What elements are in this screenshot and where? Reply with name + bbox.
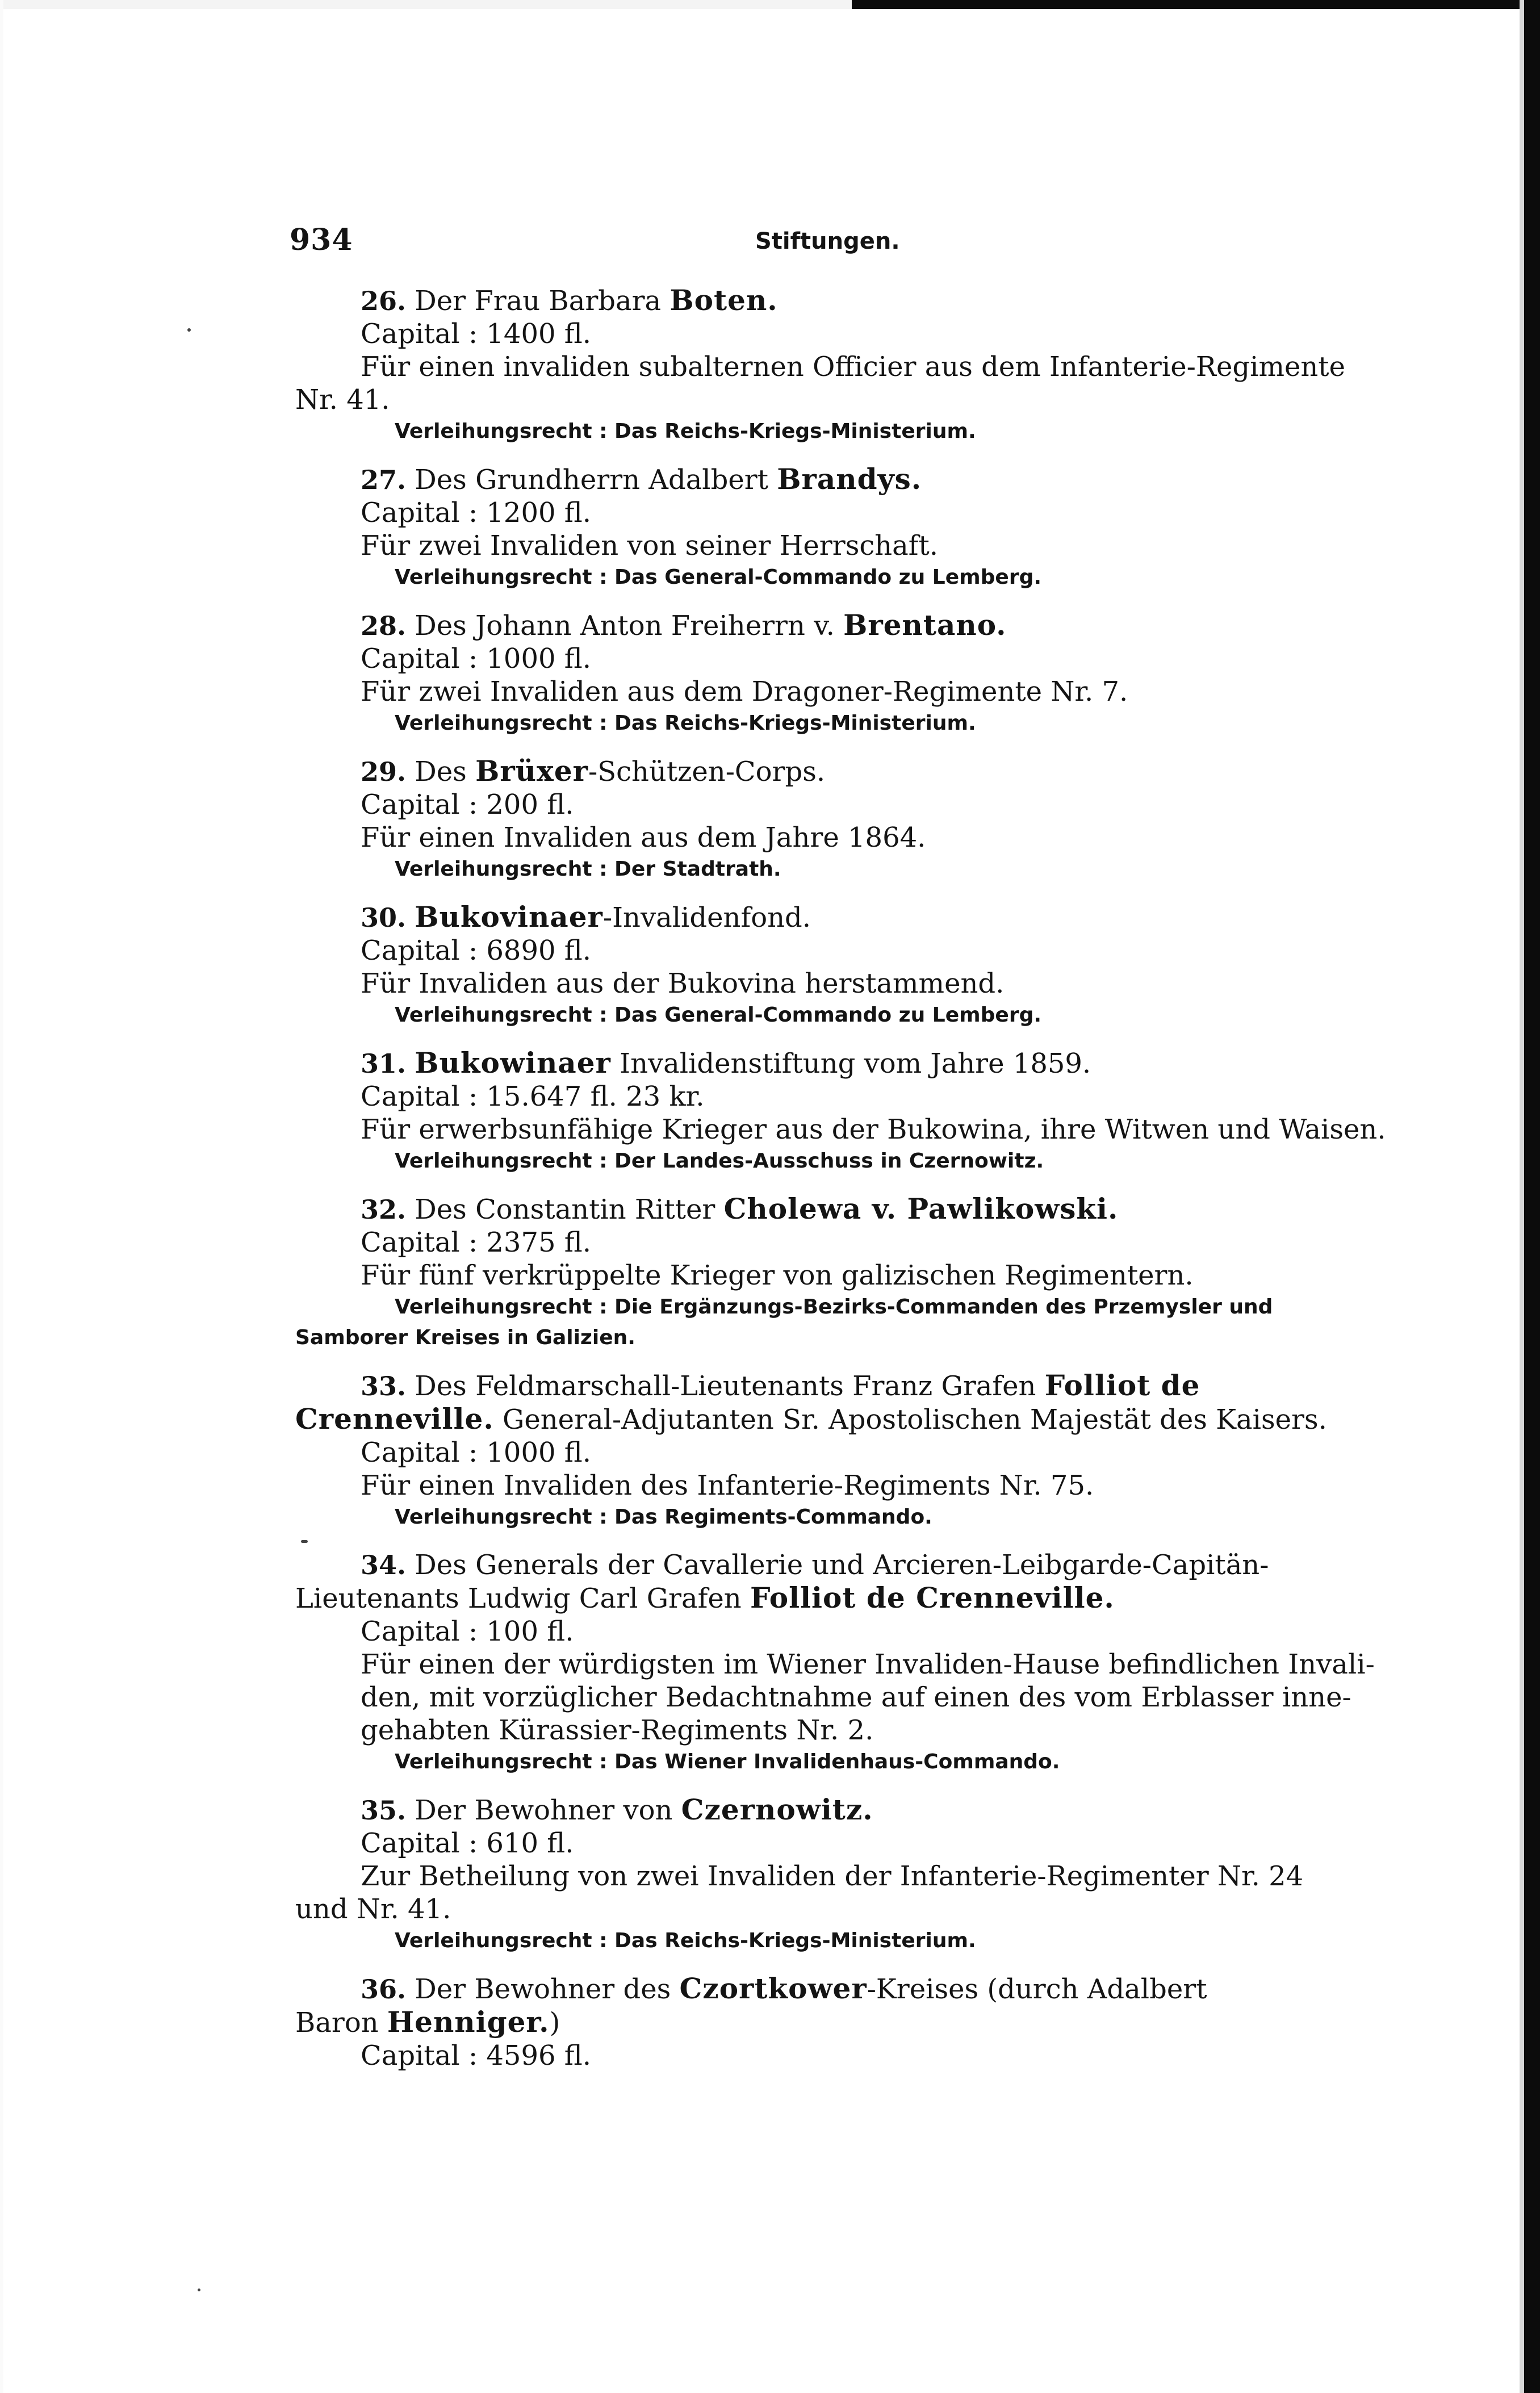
entry-title	[295, 1369, 1357, 1403]
page-header	[290, 223, 1357, 257]
foundation-entry-28	[295, 609, 1357, 739]
entry-purpose: Für einen der würdigsten im Wiener Invaliden-Hause befindlichen Invali-	[361, 1649, 1375, 1680]
entry-title	[295, 463, 1357, 496]
entry-grant-right: Verleihungsrecht : Das Reichs-Kriegs-Ministerium.	[395, 420, 976, 443]
entry-number: 33.	[361, 1371, 407, 1402]
foundation-entry-27	[295, 463, 1357, 593]
entry-name: Bukovinaer	[415, 900, 603, 934]
title-text: -Kreises (durch Adalbert	[867, 1973, 1207, 2005]
entry-purpose: den, mit vorzüglicher Bedachtnahme auf einen des vom Erblasser inne-	[361, 1681, 1351, 1713]
entry-capital: Capital : 15.647 fl. 23 kr.	[361, 1081, 705, 1112]
title-text: Des Generals der Cavallerie und Arcieren-Leibgarde-Capitän-	[406, 1549, 1269, 1581]
title-text: Der Frau Barbara	[406, 285, 670, 317]
entry-purpose: Für fünf verkrüppelte Krieger von galizischen Regimentern.	[361, 1260, 1194, 1291]
entry-purpose: Für einen invaliden subalternen Officier aus dem Infanterie-Regimente	[361, 351, 1345, 383]
title-text: Des	[406, 756, 476, 788]
title-text: )	[549, 2007, 560, 2039]
foundation-entry-35	[295, 1793, 1357, 1956]
entry-purpose: Zur Betheilung von zwei Invaliden der Infanterie-Regimenter Nr. 24	[361, 1860, 1304, 1892]
foundation-entry-30	[295, 901, 1357, 1031]
entry-number: 36.	[361, 1974, 407, 2005]
entry-grant-right: Verleihungsrecht : Das Reichs-Kriegs-Ministerium.	[395, 712, 976, 735]
entry-number: 27.	[361, 465, 407, 495]
foundation-entry-26	[295, 284, 1357, 447]
entry-capital: Capital : 4596 fl.	[361, 2040, 592, 2072]
entry-grant-right: Verleihungsrecht : Die Ergänzungs-Bezirks-Commanden des Przemysler und	[395, 1295, 1273, 1319]
entry-number: 34.	[361, 1550, 407, 1580]
title-text: Des Constantin Ritter	[406, 1194, 724, 1225]
entry-capital: Capital : 2375 fl.	[361, 1227, 592, 1258]
title-text: -Schützen-Corps.	[588, 756, 826, 788]
entry-title	[295, 901, 1357, 934]
entry-grant-right: Samborer Kreises in Galizien.	[295, 1326, 635, 1349]
entry-number: 30.	[361, 902, 407, 933]
foundation-list	[295, 283, 1386, 2088]
foundation-entry-31	[295, 1046, 1386, 1177]
entry-capital: Capital : 1000 fl.	[361, 643, 592, 675]
entry-title-continued	[295, 2006, 1357, 2039]
entry-purpose: Für erwerbsunfähige Krieger aus der Bukowina, ihre Witwen und Waisen.	[361, 1114, 1386, 1145]
entry-name: Czortkower	[679, 1972, 867, 2005]
entry-grant-right: Verleihungsrecht : Das General-Commando zu Lemberg.	[395, 566, 1042, 589]
foundation-entry-33	[295, 1369, 1357, 1533]
entry-name: Bukowinaer	[415, 1046, 611, 1080]
title-text	[406, 1048, 415, 1080]
title-text: Des Grundherrn Adalbert	[406, 464, 777, 496]
entry-purpose: Nr. 41.	[295, 384, 390, 416]
entry-capital: Capital : 610 fl.	[361, 1827, 574, 1859]
entry-capital: Capital : 200 fl.	[361, 789, 574, 821]
entry-capital: Capital : 1200 fl.	[361, 497, 592, 529]
entry-purpose: und Nr. 41.	[295, 1893, 451, 1925]
title-text: -Invalidenfond.	[602, 902, 811, 934]
entry-name: Brandys.	[777, 462, 922, 496]
entry-capital: Capital : 1400 fl.	[361, 318, 592, 350]
entry-purpose: Für einen Invaliden aus dem Jahre 1864.	[361, 822, 926, 854]
entry-grant-right: Verleihungsrecht : Das Wiener Invalidenhaus-Commando.	[395, 1750, 1060, 1773]
entry-number: 35.	[361, 1795, 407, 1826]
title-text	[406, 902, 415, 934]
title-text: Lieutenants Ludwig Carl Grafen	[295, 1583, 750, 1614]
entry-name: Henniger.	[387, 2005, 550, 2039]
entry-name: Folliot de Crenneville.	[750, 1581, 1115, 1614]
entry-number: 32.	[361, 1194, 407, 1225]
entry-number: 26.	[361, 286, 407, 316]
entry-capital: Capital : 100 fl.	[361, 1616, 574, 1647]
entry-grant-right: Verleihungsrecht : Der Landes-Ausschuss in Czernowitz.	[395, 1149, 1044, 1173]
title-text: General-Adjutanten Sr. Apostolischen Majestät des Kaisers.	[493, 1404, 1327, 1436]
entry-title-continued	[295, 1403, 1357, 1436]
entry-name: Crenneville.	[295, 1402, 494, 1436]
entry-title	[295, 755, 1357, 788]
title-text: Der Bewohner des	[406, 1973, 680, 2005]
entry-title	[295, 1972, 1357, 2006]
title-text: Des Johann Anton Freiherrn v.	[406, 610, 844, 642]
entry-title	[295, 284, 1357, 317]
title-text: Der Bewohner von	[406, 1794, 681, 1826]
entry-title	[295, 1193, 1357, 1226]
entry-grant-right: Verleihungsrecht : Das Regiments-Commando.	[395, 1505, 932, 1529]
entry-name: Boten.	[669, 283, 778, 317]
entry-capital: Capital : 1000 fl.	[361, 1437, 592, 1469]
entry-number: 29.	[361, 756, 407, 787]
entry-name: Folliot de	[1044, 1369, 1200, 1402]
entry-purpose: gehabten Kürassier-Regiments Nr. 2.	[361, 1714, 874, 1746]
foundation-entry-36	[295, 1972, 1357, 2072]
entry-title	[295, 609, 1357, 642]
entry-name: Czernowitz.	[681, 1793, 873, 1826]
entry-grant-right: Verleihungsrecht : Das General-Commando zu Lemberg.	[395, 1003, 1042, 1027]
page-number: 934	[290, 223, 353, 257]
entry-purpose: Für einen Invaliden des Infanterie-Regiments Nr. 75.	[361, 1470, 1094, 1501]
entry-title	[295, 1549, 1357, 1582]
title-text: Baron	[295, 2007, 387, 2039]
entry-grant-right: Verleihungsrecht : Der Stadtrath.	[395, 857, 781, 881]
title-text: Invalidenstiftung vom Jahre 1859.	[610, 1048, 1091, 1080]
entry-purpose: Für zwei Invaliden aus dem Dragoner-Regimente Nr. 7.	[361, 676, 1128, 708]
entry-title-continued	[295, 1582, 1357, 1615]
entry-name: Brentano.	[843, 608, 1007, 642]
entry-number: 28.	[361, 610, 407, 641]
entry-name: Cholewa v. Pawlikowski.	[723, 1192, 1119, 1225]
title-text: Des Feldmarschall-Lieutenants Franz Grafen	[406, 1370, 1045, 1402]
entry-title	[295, 1047, 1357, 1080]
entry-purpose: Für Invaliden aus der Bukovina herstammend.	[361, 968, 1005, 999]
entry-capital: Capital : 6890 fl.	[361, 935, 592, 967]
entry-number: 31.	[361, 1048, 407, 1079]
entry-grant-right: Verleihungsrecht : Das Reichs-Kriegs-Ministerium.	[395, 1929, 976, 1952]
foundation-entry-29	[295, 755, 1357, 885]
entry-title	[295, 1793, 1357, 1827]
running-title: Stiftungen.	[755, 228, 900, 254]
entry-purpose: Für zwei Invaliden von seiner Herrschaft.	[361, 530, 939, 562]
entry-name: Brüxer	[475, 754, 588, 788]
foundation-entry-34	[295, 1549, 1375, 1777]
foundation-entry-32	[295, 1193, 1357, 1353]
